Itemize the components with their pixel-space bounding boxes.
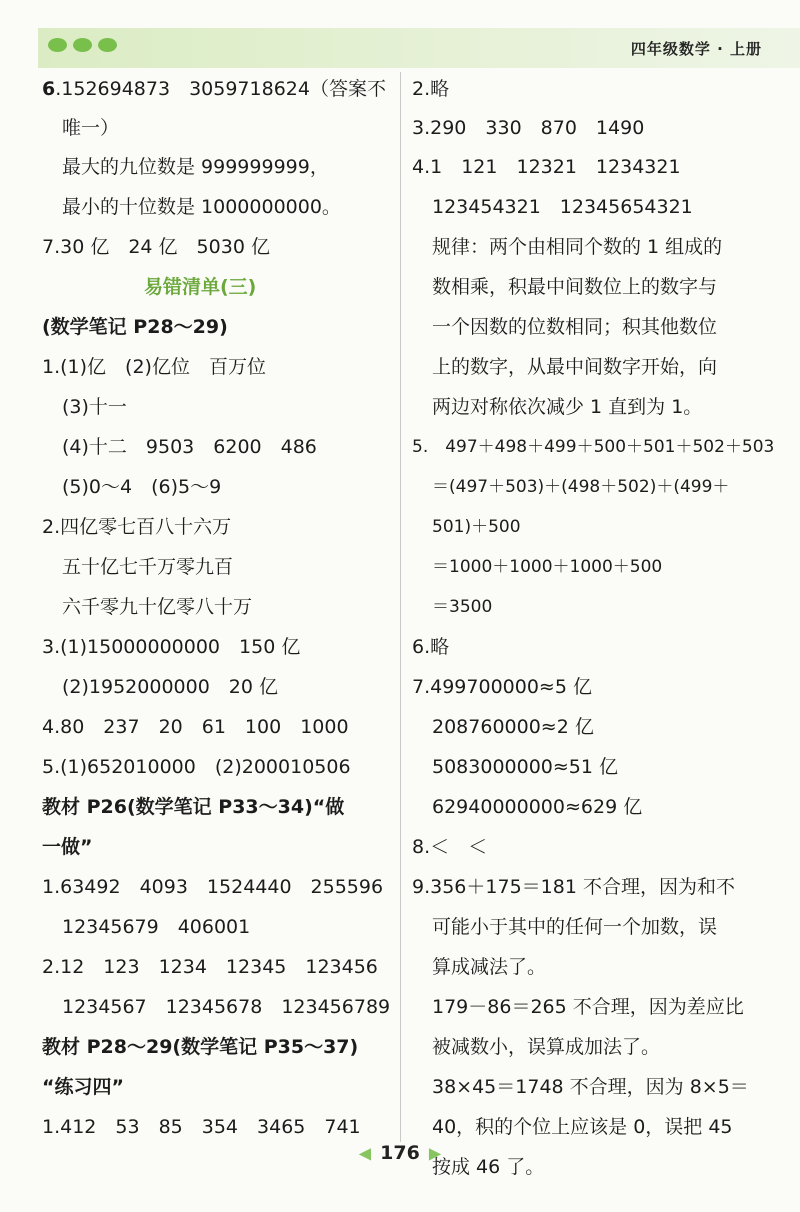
answer-line: 3.290 330 870 1490: [412, 117, 645, 139]
answer-line: 12345679 406001: [62, 916, 251, 938]
column-divider: [400, 72, 401, 1142]
answer-line: 可能小于其中的任何一个加数，误: [432, 916, 718, 938]
right-arrow-icon: ▶: [428, 1143, 442, 1163]
answer-line: 上的数字，从最中间数字开始，向: [432, 356, 718, 378]
answer-line: 五十亿七千万零九百: [62, 556, 234, 578]
answer-line: 4.80 237 20 61 100 1000: [42, 716, 349, 738]
answer-line: 501)＋500: [432, 517, 521, 537]
answer-line: 7.499700000≈5 亿: [412, 676, 592, 698]
answer-line: 38×45＝1748 不合理，因为 8×5＝: [432, 1076, 749, 1098]
answer-line: 8.＜ ＜: [412, 836, 488, 858]
answer-line: 7.30 亿 24 亿 5030 亿: [42, 236, 270, 258]
reference-heading: 一做”: [42, 836, 93, 858]
page-number-bar: [0, 1142, 800, 1164]
reference-heading: 教材 P28～29(数学笔记 P35～37): [42, 1036, 359, 1058]
answer-line: 6.152694873 3059718624（答案不: [42, 78, 386, 100]
answer-line: 62940000000≈629 亿: [432, 796, 643, 818]
answer-line: (4)十二 9503 6200 486: [62, 436, 317, 458]
answer-line: (5)0～4 (6)5～9: [62, 476, 222, 498]
answer-line: ＝1000＋1000＋1000＋500: [432, 557, 663, 577]
answer-line: ＝(497＋503)＋(498＋502)＋(499＋: [432, 477, 730, 497]
answer-line: 4.1 121 12321 1234321: [412, 156, 681, 178]
answer-line: 1.412 53 85 354 3465 741: [42, 1116, 361, 1138]
reference-heading: “练习四”: [42, 1076, 124, 1098]
answer-line: 1.(1)亿 (2)亿位 百万位: [42, 356, 266, 378]
answer-line: 40，积的个位上应该是 0，误把 45: [432, 1116, 733, 1138]
answer-line: 123454321 12345654321: [432, 196, 693, 218]
answer-line: 9.356＋175＝181 不合理，因为和不: [412, 876, 735, 898]
answer-line: 规律：两个由相同个数的 1 组成的: [432, 236, 723, 258]
answer-line: 一个因数的位数相同；积其他数位: [432, 316, 718, 338]
answer-line: 5083000000≈51 亿: [432, 756, 619, 778]
answer-line: 数相乘，积最中间数位上的数字与: [432, 276, 718, 298]
answer-line: 3.(1)15000000000 150 亿: [42, 636, 301, 658]
answer-line: 1234567 12345678 123456789: [62, 996, 391, 1018]
answer-line: (2)1952000000 20 亿: [62, 676, 279, 698]
answer-line: 2.四亿零七百八十六万: [42, 516, 232, 538]
reference-heading: 教材 P26(数学笔记 P33～34)“做: [42, 796, 345, 818]
answer-line: (3)十一: [62, 396, 127, 418]
answer-line: 算成减法了。: [432, 956, 547, 978]
reference-heading: (数学笔记 P28～29): [42, 316, 228, 338]
answer-line: 按成 46 了。: [432, 1156, 545, 1178]
answer-line: 唯一）: [62, 117, 120, 139]
book-title: 四年级数学 · 上册: [630, 40, 762, 58]
answer-line: 179－86＝265 不合理，因为差应比: [432, 996, 744, 1018]
left-arrow-icon: ◀: [358, 1143, 372, 1163]
answer-line: 最大的九位数是 999999999，: [62, 156, 329, 178]
answer-line: 6.略: [412, 636, 450, 658]
section-heading: 易错清单(三): [144, 276, 257, 298]
answer-line: 被减数小，误算成加法了。: [432, 1036, 661, 1058]
answer-line: 208760000≈2 亿: [432, 716, 594, 738]
answer-line: 两边对称依次减少 1 直到为 1。: [432, 396, 703, 418]
answer-line: 2.略: [412, 78, 450, 100]
answer-line: 1.63492 4093 1524440 255596: [42, 876, 384, 898]
answer-line: 2.12 123 1234 12345 123456: [42, 956, 378, 978]
answer-line: 5.(1)652010000 (2)200010506: [42, 756, 351, 778]
answer-line: 最小的十位数是 1000000000。: [62, 196, 341, 218]
page-number: 176: [380, 1142, 420, 1164]
answer-line: 5. 497＋498＋499＋500＋501＋502＋503: [412, 437, 775, 457]
answer-line: 六千零九十亿零八十万: [62, 596, 253, 618]
answer-line: ＝3500: [432, 597, 493, 617]
